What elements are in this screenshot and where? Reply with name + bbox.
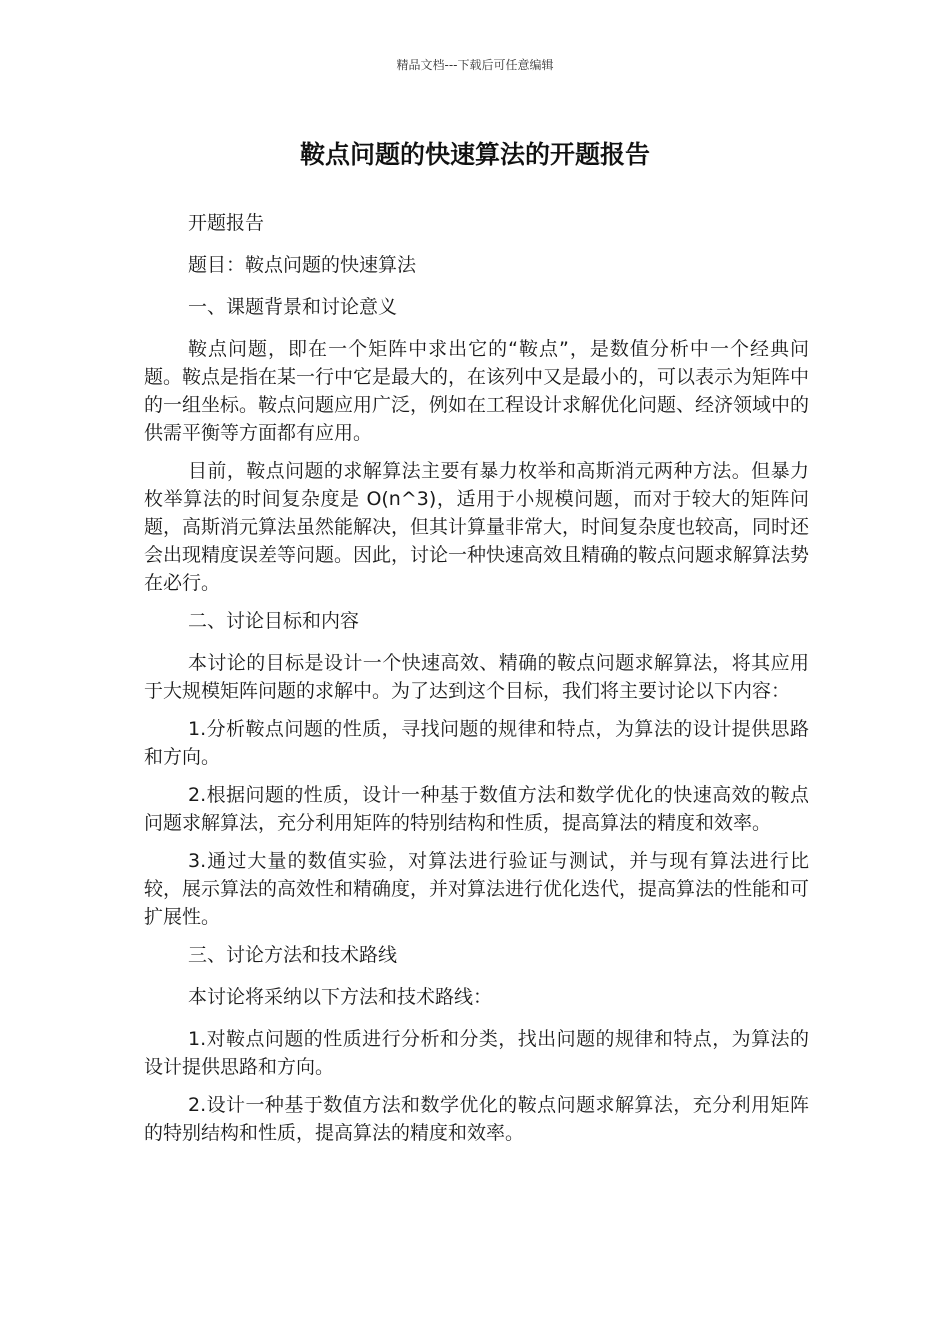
section-heading: 一、课题背景和讨论意义 — [188, 296, 398, 318]
document-body — [144, 209, 809, 1157]
list-item: 1.分析鞍点问题的性质，寻找问题的规律和特点，为算法的设计提供思路和方向。 — [144, 718, 809, 768]
section-heading: 二、讨论目标和内容 — [188, 610, 360, 632]
list-item: 2.根据问题的性质，设计一种基于数值方法和数学优化的快速高效的鞍点问题求解算法，充分利用矩阵的特别结构和性质，提高算法的精度和效率。 — [144, 784, 809, 834]
section-heading: 三、讨论方法和技术路线 — [188, 944, 398, 966]
body-paragraph: 本讨论将采纳以下方法和技术路线： — [188, 986, 493, 1008]
body-paragraph: 本讨论的目标是设计一个快速高效、精确的鞍点问题求解算法，将其应用于大规模矩阵问题的求解中。为了达到这个目标，我们将主要讨论以下内容： — [144, 652, 809, 702]
topic-line: 题目：鞍点问题的快速算法 — [188, 254, 417, 276]
header-note: 精品文档---下载后可任意编辑 — [396, 58, 554, 72]
report-label: 开题报告 — [188, 212, 265, 234]
list-item: 2.设计一种基于数值方法和数学优化的鞍点问题求解算法，充分利用矩阵的特别结构和性质，提高算法的精度和效率。 — [144, 1094, 809, 1144]
body-paragraph: 鞍点问题，即在一个矩阵中求出它的“鞍点”，是数值分析中一个经典问题。鞍点是指在某一行中它是最大的，在该列中又是最小的，可以表示为矩阵中的一组坐标。鞍点问题应用广泛，例如在工程设计求解优化问题、经济领域中的供需平衡等方面都有应用。 — [144, 338, 810, 444]
document-title: 鞍点问题的快速算法的开题报告 — [299, 140, 650, 169]
list-item: 1.对鞍点问题的性质进行分析和分类，找出问题的规律和特点，为算法的设计提供思路和方向。 — [144, 1028, 809, 1078]
body-paragraph: 目前，鞍点问题的求解算法主要有暴力枚举和高斯消元两种方法。但暴力枚举算法的时间复杂度是 O(n^3)，适用于小规模问题，而对于较大的矩阵问题，高斯消元算法虽然能解决，但其计算量非常大，时间复杂度也较高，同时还会出现精度误差等问题。因此，讨论一种快速高效且精确的鞍点问题求解算法势在必行。 — [144, 460, 810, 594]
list-item: 3.通过大量的数值实验，对算法进行验证与测试，并与现有算法进行比较，展示算法的高效性和精确度，并对算法进行优化迭代，提高算法的性能和可扩展性。 — [144, 850, 810, 928]
